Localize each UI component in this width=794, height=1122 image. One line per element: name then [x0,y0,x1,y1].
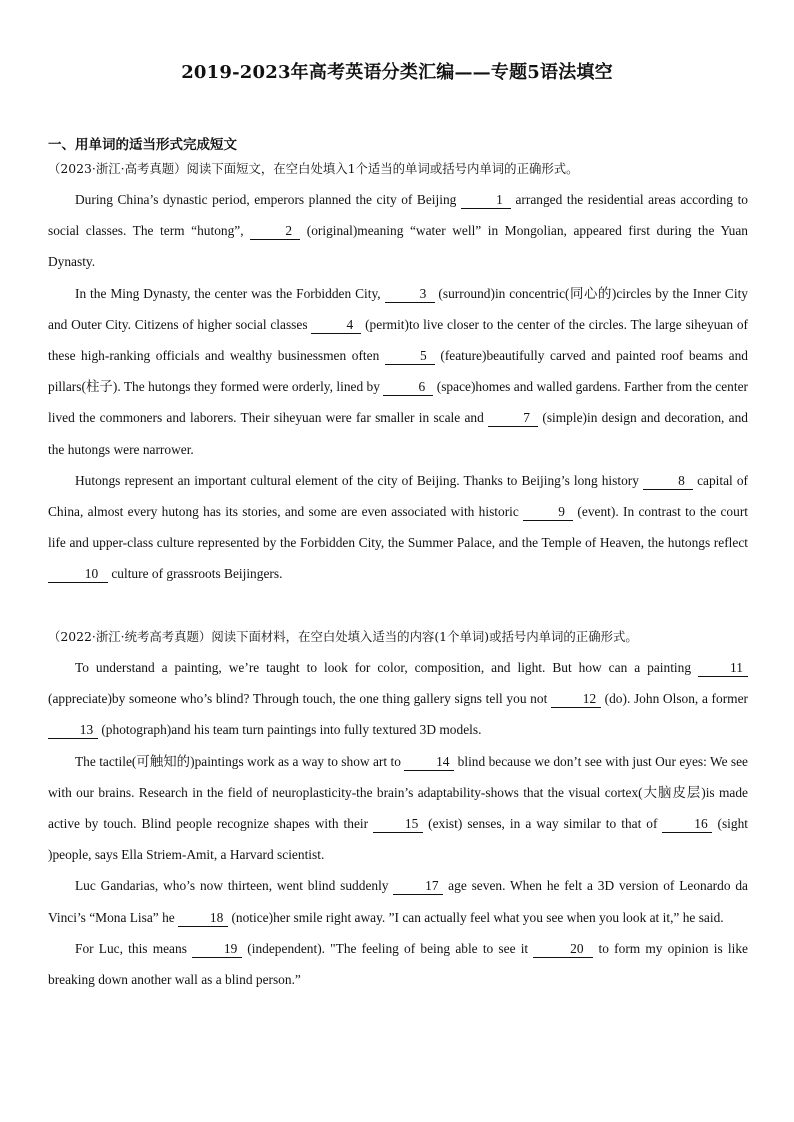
text-run: age seven. When he felt a 3D version of Leonardo da Vinci’s “Mona Lisa” he [48,878,748,925]
passage1-body [48,184,748,590]
text-run: (sight )people, says Ella Striem-Amit, a Harvard scientist. [48,816,748,863]
text-run: In the Ming Dynasty, the center was the Forbidden City, [75,285,385,301]
blank-20: 20 [533,940,593,958]
passage1-paragraph-3 [48,465,748,590]
blank-18: 18 [178,909,228,927]
text-run: (notice)her smile right away. ”I can actually feel what you see when you look at it,” he said. [228,909,724,925]
text-run: (simple)in design and decoration, and the hutongs were narrower. [48,410,748,457]
blank-8: 8 [643,472,693,490]
text-run: (appreciate)by someone who’s blind? Through touch, the one thing gallery signs tell you not [48,691,551,707]
passage2-paragraph-3 [48,870,748,932]
text-run: The tactile(可触知的)paintings work as a way to show art to [75,753,405,769]
text-run: During China’s dynastic period, emperors planned the city of Beijing [75,192,461,207]
blank-10: 10 [48,565,108,583]
text-run: (permit)to live closer to the center of the circles. The large siheyuan of these high-ranking officials and wealthy businessmen often [48,316,748,364]
blank-2: 2 [250,222,300,240]
blank-17: 17 [393,877,443,895]
blank-19: 19 [192,940,242,958]
blank-9: 9 [523,503,573,521]
text-run: Luc Gandarias, who’s now thirteen, went blind suddenly [75,878,394,894]
blank-3: 3 [385,285,435,303]
text-run: arranged the residential areas according to social classes. The term “hutong”, [48,192,748,239]
text-run: blind because we don’t see with just Our eyes: We see with our brains. Research in the field of neuroplasticity-the brain’s adaptability-shows that the visual cortex(大脑皮层)is made active by touch. Blind people recognize shapes with their [48,753,748,832]
text-run: For Luc, this means [75,940,193,956]
blank-16: 16 [662,815,712,833]
text-run: (surround)in concentric(同心的)circles by the Inner City and Outer City. Citizens of higher social classes [48,285,748,332]
blank-5: 5 [385,347,435,365]
text-run: To understand a painting, we’re taught to look for color, composition, and light. But how can a painting [75,660,698,675]
blank-6: 6 [383,378,433,396]
passage2-body [48,652,748,995]
passage2-instruction: （2022·浙江·统考高考真题）阅读下面材料，在空白处填入适当的内容(1个单词)或括号内单词的正确形式。 [48,629,638,644]
blank-13: 13 [48,721,98,739]
blank-12: 12 [551,690,601,708]
passage1-instruction: （2023·浙江·高考真题）阅读下面短文，在空白处填入1个适当的单词或括号内单词的正确形式。 [48,161,579,176]
blank-15: 15 [373,815,423,833]
text-run: capital of China, almost every hutong has its stories, and some are even associated with historic [48,472,748,520]
blank-4: 4 [311,316,361,334]
text-run: (space)homes and walled gardens. Farther from the center lived the commoners and laborers. Their siheyuan were far smaller in scale and [48,379,748,426]
text-run: Hutongs represent an important cultural element of the city of Beijing. Thanks to Beijing’s long history [75,472,644,488]
blank-7: 7 [488,409,538,427]
passage2-paragraph-2 [48,746,748,871]
text-run: culture of grassroots Beijingers. [108,566,283,582]
passage2-paragraph-4 [48,933,748,995]
text-run: (do). John Olson, a former [600,691,748,707]
text-run: (independent). "The feeling of being able to see it [242,940,534,956]
section-heading: 一、用单词的适当形式完成短文 [48,137,237,153]
text-run: (photograph)and his team turn paintings into fully textured 3D models. [98,722,482,738]
passage1-paragraph-1 [48,184,748,278]
text-run: (event). In contrast to the court life and upper-class culture represented by the Forbidden City, the Summer Palace, and the Temple of Heaven, the hutongs reflect [48,504,749,551]
text-run: (feature)beautifully carved and painted roof beams and pillars(柱子). The hutongs they formed were orderly, lined by [48,348,748,395]
page-title: 2019-2023年高考英语分类汇编——专题5语法填空 [181,62,613,83]
passage1-paragraph-2 [48,278,748,465]
passage2-paragraph-1 [48,652,748,746]
blank-11: 11 [698,659,748,677]
text-run: (exist) senses, in a way similar to that of [423,816,663,832]
text-run: (original)meaning “water well” in Mongolian, appeared first during the Yuan Dynasty. [48,223,748,270]
blank-14: 14 [404,753,454,771]
text-run: to form my opinion is like breaking down another wall as a blind person.” [48,940,748,988]
blank-1: 1 [461,191,511,209]
